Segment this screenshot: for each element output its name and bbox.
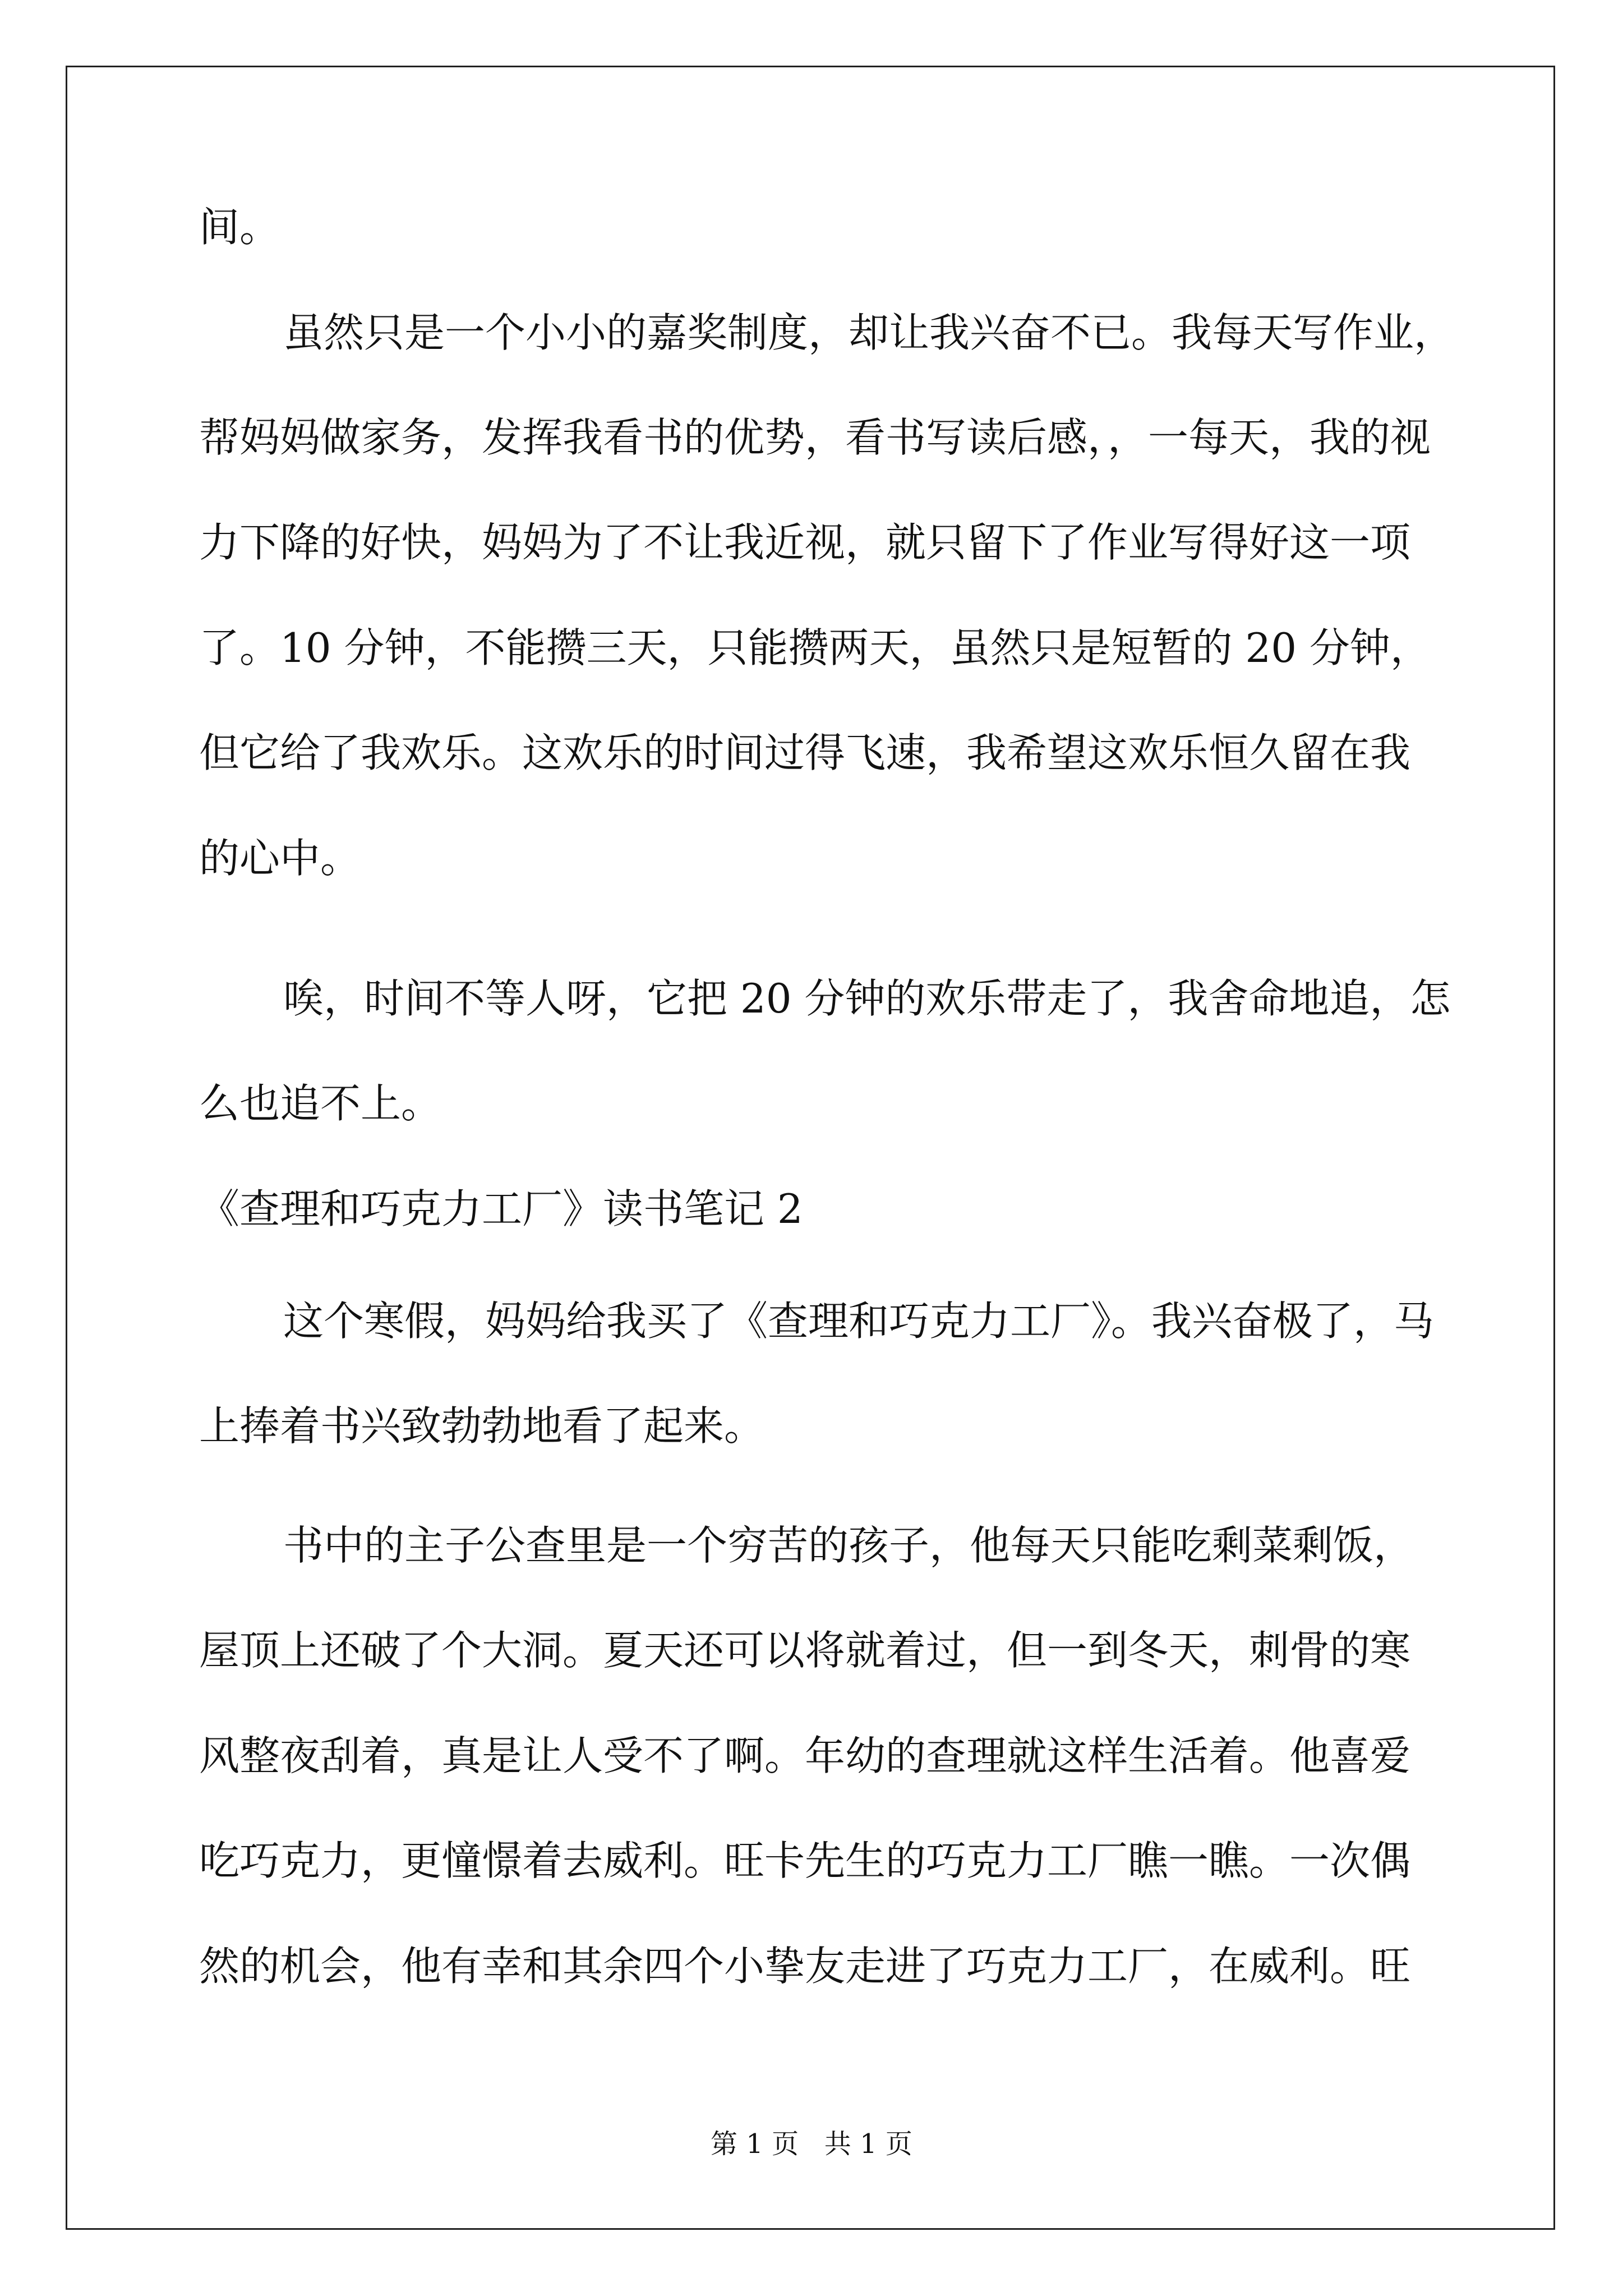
paragraph-start: 唉，时间不等人呀，它把 20 分钟的欢乐带走了，我舍命地追，怎: [283, 975, 1451, 1022]
text-line: 了。10 分钟，不能攒三天，只能攒两天，虽然只是短暂的 20 分钟，: [199, 624, 1431, 671]
page-border: [66, 66, 1555, 2230]
text-line: 风整夜刮着，真是让人受不了啊。年幼的查理就这样生活着。他喜爱: [199, 1732, 1411, 1779]
section-heading: 《查理和巧克力工厂》读书笔记 2: [199, 1185, 803, 1232]
text-line: 的心中。: [199, 835, 361, 882]
text-line: 但它给了我欢乐。这欢乐的时间过得飞速，我希望这欢乐恒久留在我: [199, 729, 1411, 776]
paragraph-start: 这个寒假，妈妈给我买了《查理和巧克力工厂》。我兴奋极了，马: [283, 1297, 1435, 1345]
text-line: 帮妈妈做家务，发挥我看书的优势，看书写读后感，，一每天，我的视: [199, 414, 1431, 461]
page-footer: 第 1 页 共 1 页: [711, 2128, 912, 2160]
text-line: 力下降的好快，妈妈为了不让我近视，就只留下了作业写得好这一项: [199, 519, 1411, 566]
text-line: 吃巧克力，更憧憬着去威利。旺卡先生的巧克力工厂瞧一瞧。一次偶: [199, 1837, 1411, 1884]
paragraph-start: 书中的主子公查里是一个穷苦的孩子，他每天只能吃剩菜剩饭，: [283, 1522, 1414, 1569]
text-line: 么也追不上。: [199, 1080, 442, 1127]
text-line: 间。: [199, 204, 280, 251]
text-line: 上捧着书兴致勃勃地看了起来。: [199, 1402, 765, 1450]
paragraph-start: 虽然只是一个小小的嘉奖制度，却让我兴奋不已。我每天写作业，: [283, 309, 1455, 356]
text-line: 屋顶上还破了个大洞。夏天还可以将就着过，但一到冬天，刺骨的寒: [199, 1627, 1411, 1674]
text-line: 然的机会，他有幸和其余四个小挚友走进了巧克力工厂，在威利。旺: [199, 1943, 1411, 1990]
